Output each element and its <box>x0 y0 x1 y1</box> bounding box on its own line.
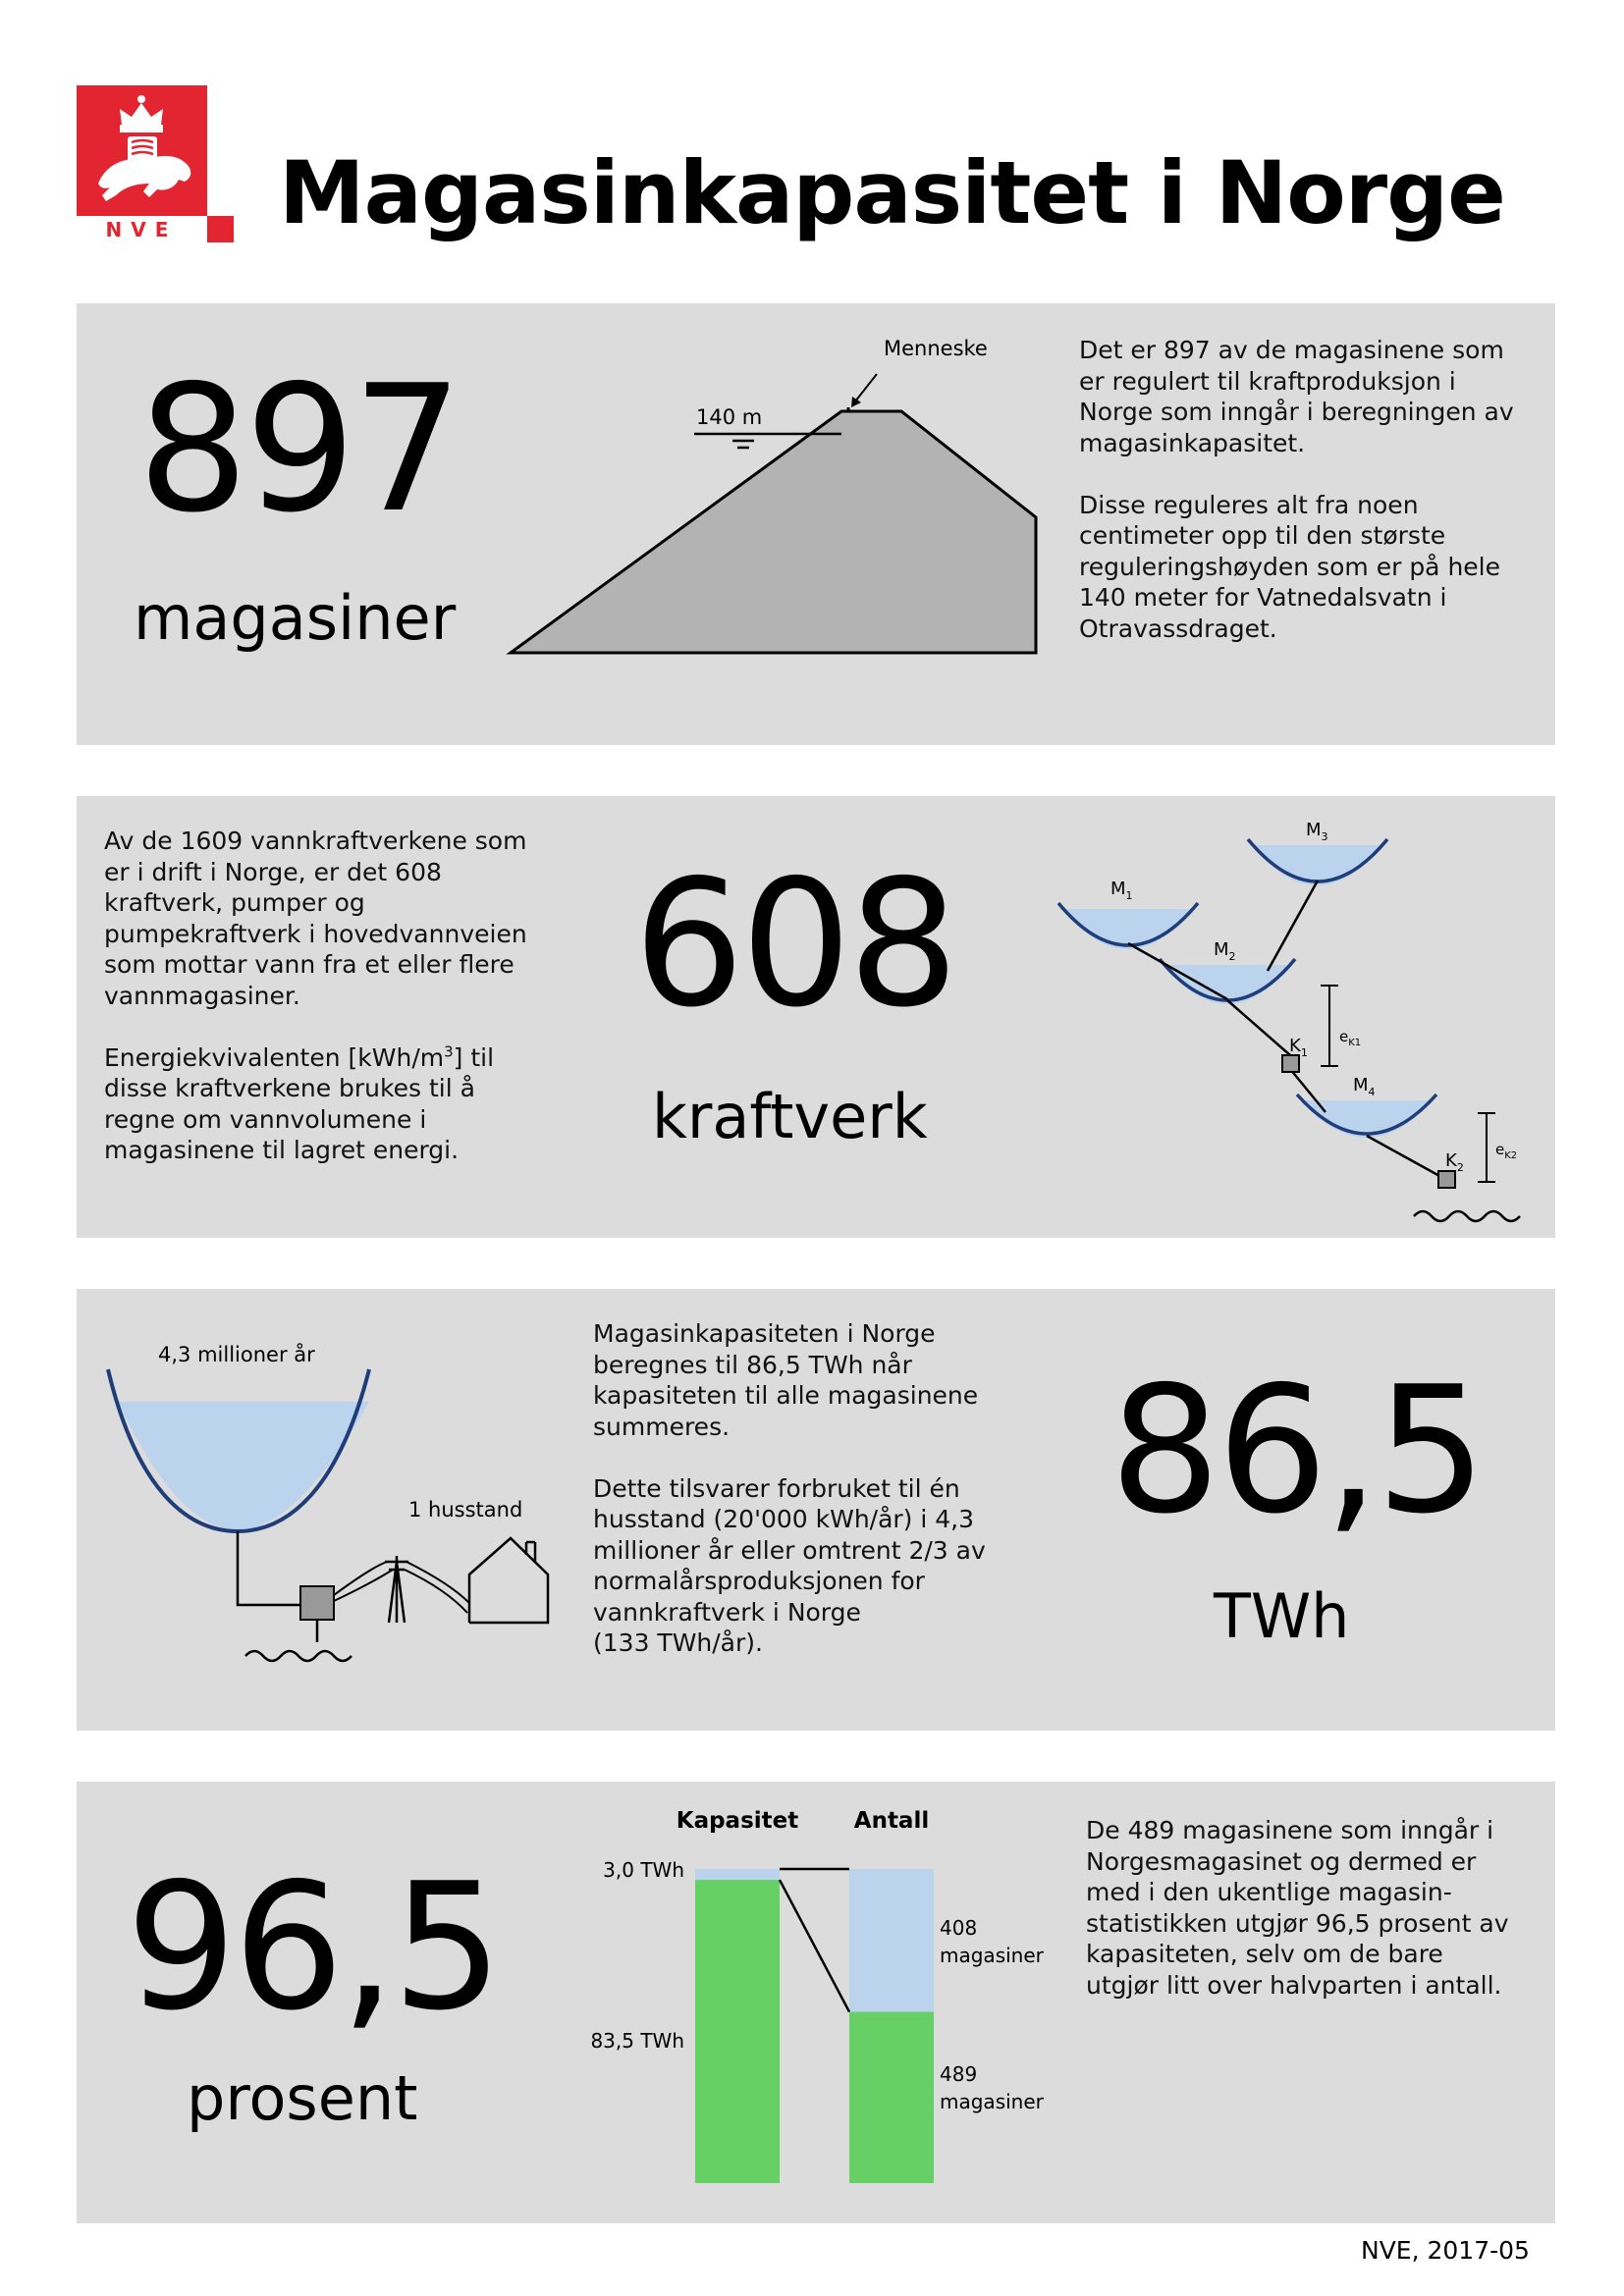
share-description: De 489 magasinene som inngår i Norgesmagasinet og dermed er med i den ukentlige magasin- statistikken utgjør 96,5 prosent av kapasiteten, selv om de bare utgjør litt over halvparten i antall. <box>1086 1816 1509 2000</box>
house-icon <box>469 1538 548 1623</box>
person-label: Menneske <box>884 337 988 360</box>
label-k2: $K_2$ <box>1445 1150 1464 1174</box>
power-plants-description: Av de 1609 vannkraftverkene som er i drift i Norge, er det 608 kraftverk, pumper og pumpekraftverk i hovedvannveien som mottar vann fra et eller flere vannmagasiner. Energiekvivalenten $[kWh/m^3]$ til disse kraftverkene brukes til å regne om vannvolumene i magasinene til lagret energi. <box>104 827 527 1164</box>
bar-antall-bottom <box>849 2012 934 2183</box>
label-ek1: $e_{K1}$ <box>1339 1028 1362 1048</box>
dam-height-label: 140 m <box>696 405 763 429</box>
person-arrow <box>855 374 877 401</box>
power-pole-icon <box>385 1556 408 1623</box>
label-k1: $K_1$ <box>1289 1036 1308 1059</box>
label-m1: $M_1$ <box>1110 879 1133 902</box>
reservoir-m1 <box>1058 903 1198 949</box>
share-unit: prosent <box>187 2062 418 2134</box>
connector-mid <box>780 1880 849 2011</box>
stacked-bar-chart <box>77 1782 1058 2223</box>
footer-credit: NVE, 2017-05 <box>1361 2236 1530 2265</box>
plant-box <box>300 1586 334 1620</box>
label-m3: $M_3$ <box>1306 820 1328 843</box>
bar-kapasitet-top <box>695 1869 780 1880</box>
page-title: Magasinkapasitet i Norge <box>279 142 1505 243</box>
label-antall-bottom-1: 489 <box>940 2062 978 2086</box>
reservoirs-unit: magasiner <box>134 582 457 654</box>
label-kapasitet-bottom: 83,5 TWh <box>590 2029 684 2053</box>
nve-logo-text: NVE <box>105 218 178 241</box>
label-m4: $M_4$ <box>1353 1075 1376 1098</box>
household-label: 1 husstand <box>408 1498 523 1522</box>
section-share <box>77 1782 1555 2223</box>
capacity-unit: TWh <box>1214 1580 1350 1652</box>
category-kapasitet: Kapasitet <box>676 1808 799 1834</box>
label-antall-bottom-2: magasiner <box>940 2090 1044 2113</box>
section-capacity <box>77 1289 1555 1731</box>
reservoir-m3 <box>1248 839 1387 885</box>
years-label: 4,3 millioner år <box>158 1343 315 1366</box>
label-m2: $M_2$ <box>1214 939 1236 963</box>
plant-k2 <box>1438 1171 1455 1188</box>
label-antall-top-2: magasiner <box>940 1944 1044 1967</box>
reservoirs-description: Det er 897 av de magasinene som er regulert til kraftproduksjon i Norge som inngår i beregningen av magasinkapasitet. Disse reguleres alt fra noen centimeter opp til den største reguleringshøyden som er på hele 140 meter for Vatnedalsvatn i Otravassdraget. <box>1079 336 1514 643</box>
river-waves <box>1414 1211 1520 1221</box>
label-antall-top-1: 408 <box>940 1916 978 1940</box>
category-antall: Antall <box>853 1808 930 1834</box>
power-plants-unit: kraftverk <box>652 1081 928 1152</box>
bar-antall-top <box>849 1869 934 2012</box>
label-kapasitet-top: 3,0 TWh <box>603 1858 684 1882</box>
nve-logo-graphic <box>77 85 234 242</box>
cascade-diagram <box>77 796 1555 1238</box>
bar-kapasitet-bottom <box>695 1880 780 2183</box>
section-reservoirs <box>77 303 1555 745</box>
capacity-description: Magasinkapasiteten i Norge beregnes til 86,5 TWh når kapasiteten til alle magasinene summeres. Dette tilsvarer forbruket til én husstand (20'000 kWh/år) i 4,3 millioner år eller omtrent 2/3 av normalårsproduksjonen for vannkraftverk i Norge (133 TWh/år). <box>593 1319 986 1657</box>
reservoir-m4 <box>1297 1095 1436 1138</box>
capacity-value: 86,5 <box>1110 1349 1484 1552</box>
plant-k1 <box>1282 1055 1299 1072</box>
label-ek2: $e_{K2}$ <box>1495 1141 1518 1161</box>
power-plants-count: 608 <box>633 842 955 1045</box>
reservoir-m2 <box>1160 959 1295 1004</box>
reservoirs-count: 897 <box>137 347 460 551</box>
dam-shape <box>511 411 1036 653</box>
share-value: 96,5 <box>126 1845 500 2049</box>
section-power-plants <box>77 796 1555 1238</box>
river-waves <box>245 1651 352 1661</box>
